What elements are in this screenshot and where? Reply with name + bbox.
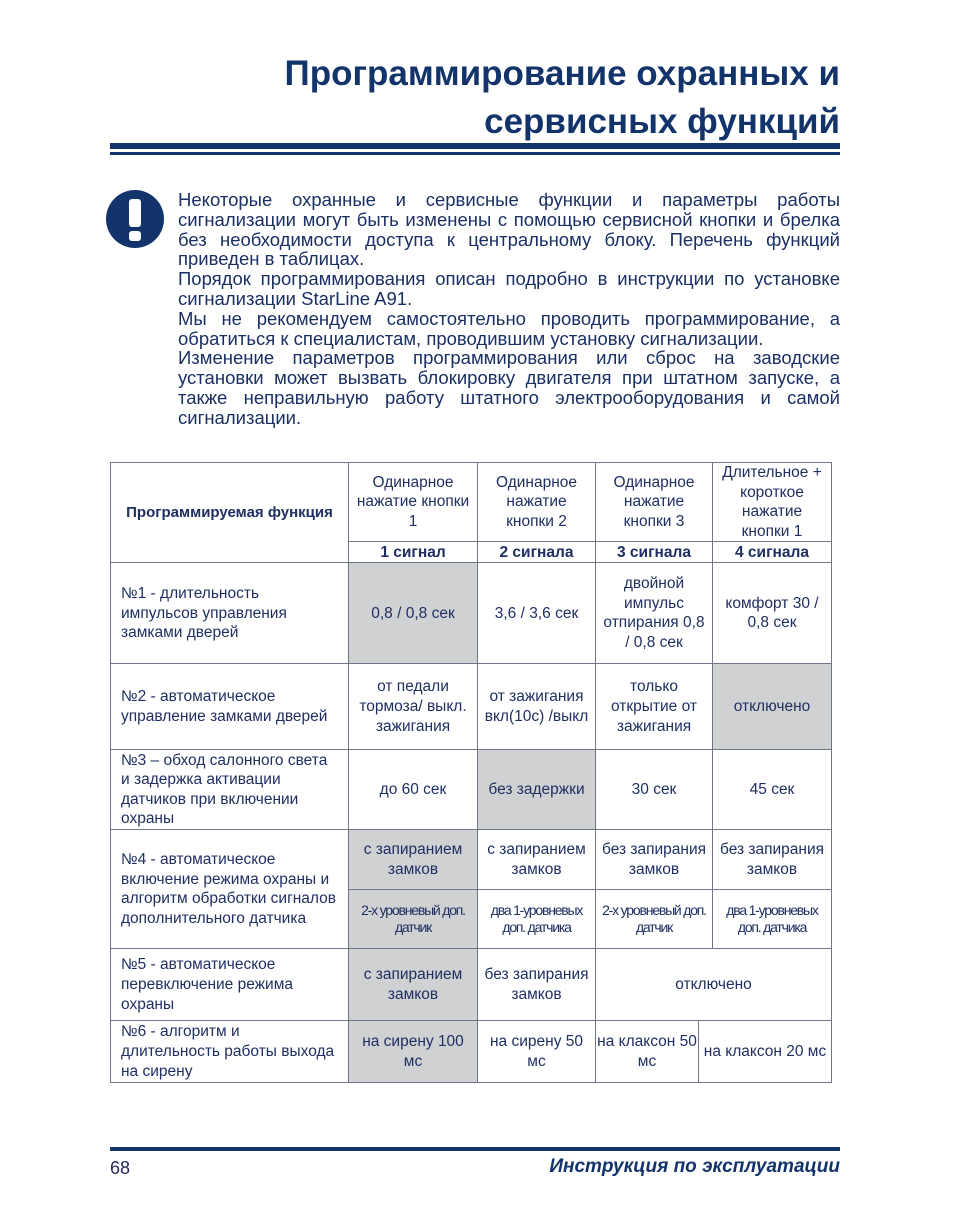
- header-function: Программируемая функция: [111, 463, 349, 563]
- page-title-line1: Программирование охранных и: [284, 54, 840, 93]
- title-rule-thick: [110, 143, 840, 149]
- value-cell: с запиранием замков: [349, 830, 478, 890]
- value-cell: на сирену 100 мс: [349, 1021, 478, 1083]
- value-cell: отключено: [713, 664, 832, 750]
- table-header-row: [111, 463, 832, 542]
- value-cell: 2-х уровневый доп. датчик: [349, 890, 478, 949]
- value-cell: комфорт 30 / 0,8 сек: [713, 563, 832, 664]
- header-col1: Одинарное нажатие кнопки 1: [349, 463, 478, 542]
- signal-2: 2 сигнала: [478, 542, 596, 563]
- value-cell-split: [596, 1021, 832, 1083]
- header-col2: Одинарное нажатие кнопки 2: [478, 463, 596, 542]
- notice-text: [178, 190, 840, 428]
- value-cell: 3,6 / 3,6 сек: [478, 563, 596, 664]
- function-cell: №3 – обход салонного света и задержка активации датчиков при включении охраны: [111, 750, 349, 830]
- header-col3: Одинарное нажатие кнопки 3: [596, 463, 713, 542]
- signal-1: 1 сигнал: [349, 542, 478, 563]
- value-cell: без запирания замков: [713, 830, 832, 890]
- value-cell: два 1-уровневых доп. датчика: [713, 890, 832, 949]
- function-cell: №2 - автоматическое управление замками дверей: [111, 664, 349, 750]
- value-cell: без запирания замков: [478, 949, 596, 1021]
- table-row: [111, 664, 832, 750]
- value-cell: с запиранием замков: [349, 949, 478, 1021]
- page-title-line2: сервисных функций: [484, 102, 840, 141]
- signal-3: 3 сигнала: [596, 542, 713, 563]
- value-cell: без запирания замков: [596, 830, 713, 890]
- value-cell: от зажигания вкл(10с) /выкл: [478, 664, 596, 750]
- value-cell: от педали тормоза/ выкл. зажигания: [349, 664, 478, 750]
- programming-table: [110, 462, 832, 1083]
- footer-doc-title: Инструкция по эксплуатации: [549, 1156, 840, 1177]
- table-row: [111, 563, 832, 664]
- value-cell: двойной импульс отпирания 0,8 / 0,8 сек: [596, 563, 713, 664]
- notice-paragraph: Порядок программирования описан подробно в инструкции по установке сигнализации StarLine A91.: [178, 268, 840, 309]
- value-cell: 0,8 / 0,8 сек: [349, 563, 478, 664]
- table-row: [111, 750, 832, 830]
- function-cell: №4 - автоматическое включение режима охраны и алгоритм обработки сигналов дополнительного датчика: [111, 830, 349, 949]
- value-cell: с запиранием замков: [478, 830, 596, 890]
- value-cell: отключено: [596, 949, 832, 1021]
- value-cell: на клаксон 20 мс: [703, 1043, 827, 1061]
- table-row: [111, 1021, 832, 1083]
- value-cell: два 1-уровневых доп. датчика: [478, 890, 596, 949]
- notice-paragraph: Мы не рекомендуем самостоятельно проводить программирование, а обратиться к специалистам, проводившим установку сигнализации.: [178, 307, 840, 349]
- footer-rule: [110, 1147, 840, 1151]
- value-cell: 45 сек: [713, 750, 832, 830]
- value-cell: без задержки: [478, 750, 596, 830]
- page-number: 68: [110, 1158, 131, 1178]
- value-cell: на сирену 50 мс: [478, 1021, 596, 1083]
- function-cell: №6 - алгоритм и длительность работы выхода на сирену: [111, 1021, 349, 1083]
- function-cell: №1 - длительность импульсов управления замками дверей: [111, 563, 349, 664]
- table-row: [111, 830, 832, 890]
- notice-paragraph: Некоторые охранные и сервисные функции и параметры работы сигнализации могут быть изменены с помощью сервисной кнопки и брелка без необходимости доступа к центральному блоку. Перечень функций приведен в таблицах.: [178, 189, 840, 270]
- value-cell: на клаксон 50 мс: [596, 1021, 699, 1082]
- value-cell: 30 сек: [596, 750, 713, 830]
- signal-4: 4 сигнала: [713, 542, 832, 563]
- value-cell: до 60 сек: [349, 750, 478, 830]
- exclamation-icon: [106, 190, 164, 248]
- page-title: [120, 50, 840, 146]
- function-cell: №5 - автоматическое перевключение режима охраны: [111, 949, 349, 1021]
- table-row: [111, 949, 832, 1021]
- notice-paragraph: Изменение параметров программирования или сброс на заводские установки может вызвать блокировку двигателя при штатном запуске, а также неправильную работу штатного электрооборудования и самой сигнализации.: [178, 347, 840, 428]
- title-rule-thin: [110, 152, 840, 155]
- value-cell: 2-х уровневый доп. датчик: [596, 890, 713, 949]
- header-col4: Длительное + короткое нажатие кнопки 1: [713, 463, 832, 542]
- value-cell: только открытие от зажигания: [596, 664, 713, 750]
